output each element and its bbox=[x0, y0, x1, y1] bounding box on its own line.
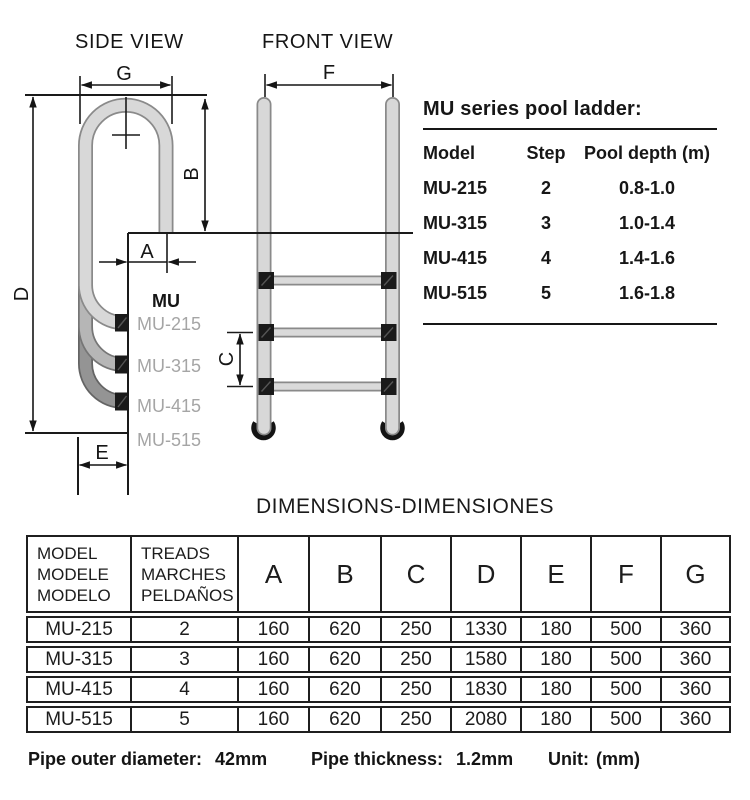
cell-d: 1330 bbox=[452, 618, 522, 641]
cell-a: 160 bbox=[239, 648, 310, 671]
spec-step: 4 bbox=[540, 248, 551, 268]
ladder-technical-drawing bbox=[0, 0, 460, 505]
dimensions-row-mu315 bbox=[26, 646, 731, 673]
ladder-feet bbox=[255, 423, 402, 437]
cell-model: MU-515 bbox=[28, 708, 132, 731]
spec-col-depth: Pool depth (m) bbox=[584, 143, 710, 163]
cell-a: 160 bbox=[239, 678, 310, 701]
header-dim-b: B bbox=[310, 537, 382, 611]
model-callout-mu515: MU-515 bbox=[137, 430, 202, 450]
dim-label-d: D bbox=[11, 286, 33, 302]
cell-treads: 4 bbox=[132, 678, 239, 701]
dim-label-g: G bbox=[116, 63, 132, 85]
unit-note bbox=[548, 749, 640, 770]
header-model-line: MODELE bbox=[37, 564, 109, 584]
spec-depth: 1.0-1.4 bbox=[618, 213, 676, 233]
cell-model: MU-215 bbox=[28, 618, 132, 641]
spec-table bbox=[423, 98, 717, 325]
cell-treads: 5 bbox=[132, 708, 239, 731]
cell-a: 160 bbox=[239, 618, 310, 641]
spec-model: MU-515 bbox=[423, 283, 488, 303]
cell-c: 250 bbox=[382, 618, 452, 641]
header-model bbox=[28, 537, 132, 611]
dimensions-row-mu215 bbox=[26, 616, 731, 643]
spec-row bbox=[423, 178, 717, 199]
spec-depth: 1.6-1.8 bbox=[618, 283, 676, 303]
spec-row bbox=[423, 283, 717, 304]
spec-model: MU-415 bbox=[423, 248, 488, 268]
spec-rule-bottom bbox=[423, 323, 717, 325]
header-dim-f: F bbox=[592, 537, 662, 611]
spec-model: MU-215 bbox=[423, 178, 488, 198]
cell-e: 180 bbox=[522, 678, 592, 701]
front-view-title: FRONT VIEW bbox=[262, 31, 394, 53]
dimensions-row-mu415 bbox=[26, 676, 731, 703]
cell-treads: 3 bbox=[132, 648, 239, 671]
cell-b: 620 bbox=[310, 618, 382, 641]
side-view-title: SIDE VIEW bbox=[75, 31, 184, 53]
pipe-thickness-value: 1.2mm bbox=[456, 749, 514, 769]
cell-c: 250 bbox=[382, 678, 452, 701]
pipe-thickness-note bbox=[311, 749, 513, 770]
dim-label-b: B bbox=[181, 167, 203, 181]
pipe-thickness-label: Pipe thickness: bbox=[311, 749, 444, 769]
cell-a: 160 bbox=[239, 708, 310, 731]
cell-g: 360 bbox=[679, 678, 712, 700]
cell-g: 360 bbox=[679, 648, 712, 670]
pipe-diameter-value: 42mm bbox=[215, 749, 268, 769]
spec-col-step: Step bbox=[526, 143, 566, 163]
cell-d: 1580 bbox=[452, 648, 522, 671]
pipe-diameter-note bbox=[28, 749, 267, 770]
dim-label-e: E bbox=[95, 442, 109, 464]
model-callout-mu415: MU-415 bbox=[137, 396, 202, 416]
cell-e: 180 bbox=[522, 648, 592, 671]
spec-step: 3 bbox=[540, 213, 551, 233]
spec-row bbox=[423, 248, 717, 269]
cell-c: 250 bbox=[382, 648, 452, 671]
cell-g: 360 bbox=[679, 618, 712, 640]
pipe-diameter-label: Pipe outer diameter: bbox=[28, 749, 203, 769]
cell-g: 360 bbox=[679, 708, 712, 730]
spec-table-header bbox=[423, 143, 717, 164]
dim-label-f: F bbox=[322, 62, 336, 84]
cell-model: MU-415 bbox=[28, 678, 132, 701]
header-dim-g: G bbox=[685, 558, 706, 589]
header-treads-line: MARCHES bbox=[141, 564, 227, 584]
spec-row bbox=[423, 213, 717, 234]
spec-rule-top bbox=[423, 128, 717, 130]
cell-c: 250 bbox=[382, 708, 452, 731]
cell-f: 500 bbox=[592, 648, 662, 671]
spec-depth: 0.8-1.0 bbox=[618, 178, 676, 198]
dimensions-table bbox=[26, 535, 731, 733]
extension-ticks bbox=[80, 74, 393, 387]
model-callout-mu315: MU-315 bbox=[137, 356, 202, 376]
spec-model: MU-315 bbox=[423, 213, 488, 233]
unit-value: (mm) bbox=[595, 749, 640, 769]
dimensions-header-row bbox=[26, 535, 731, 613]
cell-treads: 2 bbox=[132, 618, 239, 641]
header-model-line: MODELO bbox=[37, 585, 111, 605]
cell-b: 620 bbox=[310, 708, 382, 731]
cell-f: 500 bbox=[592, 678, 662, 701]
header-dim-c: C bbox=[382, 537, 452, 611]
header-dim-d: D bbox=[452, 537, 522, 611]
spec-col-model: Model bbox=[423, 143, 475, 163]
cell-e: 180 bbox=[522, 618, 592, 641]
dimensions-row-mu515 bbox=[26, 706, 731, 733]
spec-depth: 1.4-1.6 bbox=[618, 248, 676, 268]
header-treads-line: PELDAÑOS bbox=[141, 585, 234, 605]
cell-e: 180 bbox=[522, 708, 592, 731]
ladder-rungs bbox=[271, 281, 386, 387]
unit-label: Unit: bbox=[548, 749, 589, 769]
cell-d: 1830 bbox=[452, 678, 522, 701]
header-model-line: MODEL bbox=[37, 543, 98, 563]
cell-b: 620 bbox=[310, 678, 382, 701]
dim-label-c: C bbox=[216, 351, 238, 367]
header-treads-line: TREADS bbox=[141, 543, 210, 563]
model-callout-mu215: MU-215 bbox=[137, 314, 202, 334]
cell-model: MU-315 bbox=[28, 648, 132, 671]
cell-f: 500 bbox=[592, 708, 662, 731]
series-label: MU bbox=[152, 291, 180, 311]
header-dim-e: E bbox=[522, 537, 592, 611]
front-view-rails bbox=[264, 105, 393, 429]
dim-label-a: A bbox=[140, 241, 154, 263]
header-dim-a: A bbox=[239, 537, 310, 611]
dimensions-title: DIMENSIONS-DIMENSIONES bbox=[255, 495, 555, 518]
spec-table-title: MU series pool ladder: bbox=[423, 98, 642, 120]
spec-step: 2 bbox=[540, 178, 551, 198]
header-treads bbox=[132, 537, 239, 611]
cell-d: 2080 bbox=[452, 708, 522, 731]
spec-step: 5 bbox=[540, 283, 551, 303]
cell-b: 620 bbox=[310, 648, 382, 671]
cell-f: 500 bbox=[592, 618, 662, 641]
